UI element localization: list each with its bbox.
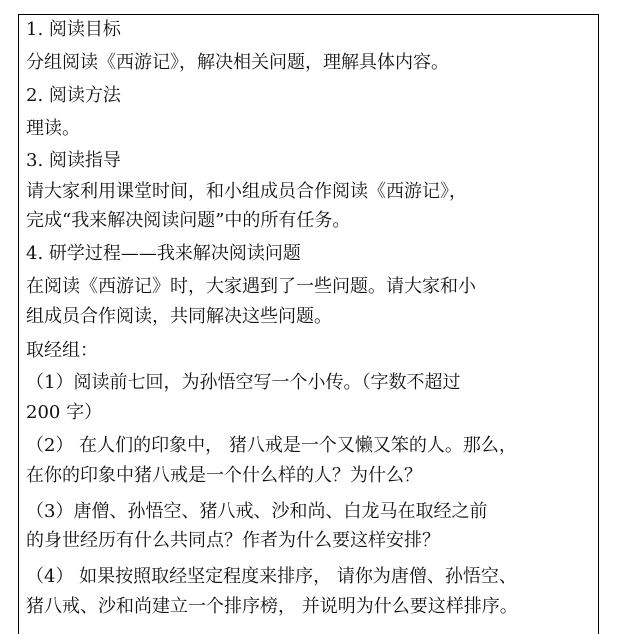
question-3-line: （3）唐僧、孙悟空、猪八戒、沙和尚、白龙马在取经之前 <box>26 501 488 522</box>
group-label: 取经组： <box>26 340 98 361</box>
text-line: 在阅读《西游记》时，大家遇到了一些问题。请大家和小 <box>26 276 476 297</box>
question-4-line: 猪八戒、沙和尚建立一个排序榜， 并说明为什么要这样排序。 <box>26 596 518 617</box>
text-line: 分组阅读《西游记》，解决相关问题，理解具体内容。 <box>26 52 449 73</box>
question-3-line: 的身世经历有什么共同点？作者为什么要这样安排？ <box>26 530 440 551</box>
question-4-line: （4） 如果按照取经坚定程度来排序， 请你为唐僧、孙悟空、 <box>26 566 517 587</box>
heading-reading-goal: 1. 阅读目标 <box>26 19 121 40</box>
question-1-line: （1）阅读前七回，为孙悟空写一个小传。（字数不超过 <box>26 372 461 393</box>
question-2-line: （2） 在人们的印象中， 猪八戒是一个又懒又笨的人。那么， <box>26 435 517 456</box>
text-line: 请大家利用课堂时间，和小组成员合作阅读《西游记》， <box>26 181 467 202</box>
text-line: 完成“我来解决阅读问题”中的所有任务。 <box>26 210 351 231</box>
question-2-line: 在你的印象中猪八戒是一个什么样的人？为什么？ <box>26 465 422 486</box>
heading-reading-guidance: 3. 阅读指导 <box>26 150 121 171</box>
heading-research-process: 4. 研学过程——我来解决阅读问题 <box>26 243 301 264</box>
text-line: 理读。 <box>26 118 80 139</box>
question-1-line: 200 字） <box>26 402 103 423</box>
heading-reading-method: 2. 阅读方法 <box>26 85 121 106</box>
text-line: 组成员合作阅读，共同解决这些问题。 <box>26 306 332 327</box>
